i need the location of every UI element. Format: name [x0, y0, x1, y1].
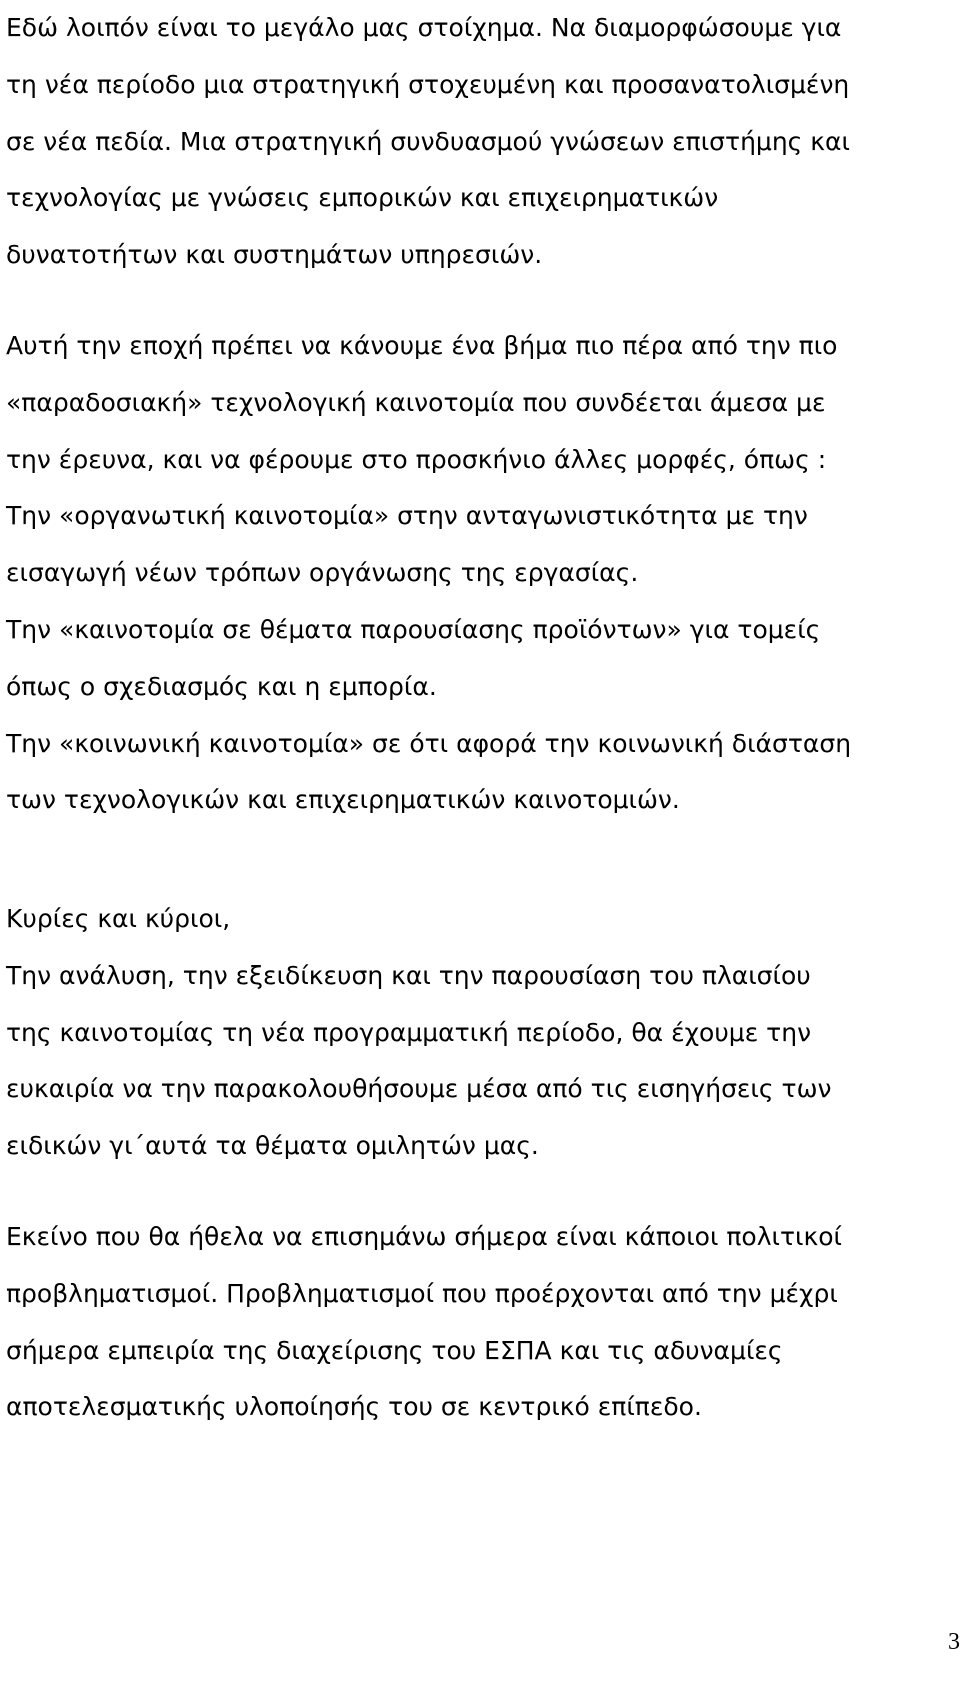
text-line: όπως ο σχεδιασμός και η εμπορία.	[6, 671, 437, 701]
text-line: Την «καινοτομία σε θέματα παρουσίασης προϊόντων» για τομείς	[6, 614, 821, 644]
paragraph-strategy	[6, 0, 850, 284]
text-line: αποτελεσματικής υλοποίησής του σε κεντρικό επίπεδο.	[6, 1392, 702, 1422]
text-line: τεχνολογίας με γνώσεις εμπορικών και επιχειρηματικών	[6, 183, 719, 213]
paragraph-address	[6, 891, 831, 1175]
text-line: την έρευνα, και να φέρουμε στο προσκήνιο άλλες μορφές, όπως :	[6, 444, 827, 474]
text-line: τη νέα περίοδο μια στρατηγική στοχευμένη και προσανατολισμένη	[6, 69, 850, 99]
text-line: «παραδοσιακή» τεχνολογική καινοτομία που συνδέεται άμεσα με	[6, 387, 826, 417]
text-line: εισαγωγή νέων τρόπων οργάνωσης της εργασίας.	[6, 558, 639, 588]
text-line: δυνατοτήτων και συστημάτων υπηρεσιών.	[6, 240, 543, 270]
text-line: προβληματισμοί. Προβληματισμοί που προέρχονται από την μέχρι	[6, 1278, 838, 1308]
paragraph-political-concerns	[6, 1209, 842, 1436]
text-line: σε νέα πεδία. Μια στρατηγική συνδυασμού γνώσεων επιστήμης και	[6, 126, 850, 156]
text-line: ευκαιρία να την παρακολουθήσουμε μέσα από τις εισηγήσεις των	[6, 1074, 832, 1104]
page-number: 3	[948, 1629, 960, 1655]
text-line: Την «κοινωνική καινοτομία» σε ότι αφορά την κοινωνική διάσταση	[6, 728, 852, 758]
text-line: Αυτή την εποχή πρέπει να κάνουμε ένα βήμα πιο πέρα από την πιο	[6, 331, 838, 360]
text-line: Εδώ λοιπόν είναι το μεγάλο μας στοίχημα. Να διαμορφώσουμε για	[6, 13, 842, 42]
text-line: των τεχνολογικών και επιχειρηματικών καινοτομιών.	[6, 785, 680, 815]
text-line: Την «οργανωτική καινοτομία» στην ανταγωνιστικότητα με την	[6, 501, 808, 531]
text-line: σήμερα εμπειρία της διαχείρισης του ΕΣΠΑ και τις αδυναμίες	[6, 1335, 783, 1365]
text-line: Την ανάλυση, την εξειδίκευση και την παρουσίαση του πλαισίου	[6, 960, 811, 990]
text-line: Κυρίες και κύριοι,	[6, 904, 231, 933]
paragraph-innovation-forms	[6, 318, 851, 829]
text-line: ειδικών γι΄αυτά τα θέματα ομιλητών μας.	[6, 1131, 539, 1161]
text-line: Εκείνο που θα ήθελα να επισημάνω σήμερα είναι κάποιοι πολιτικοί	[6, 1222, 842, 1251]
text-line: της καινοτομίας τη νέα προγραμματική περίοδο, θα έχουμε την	[6, 1017, 812, 1047]
